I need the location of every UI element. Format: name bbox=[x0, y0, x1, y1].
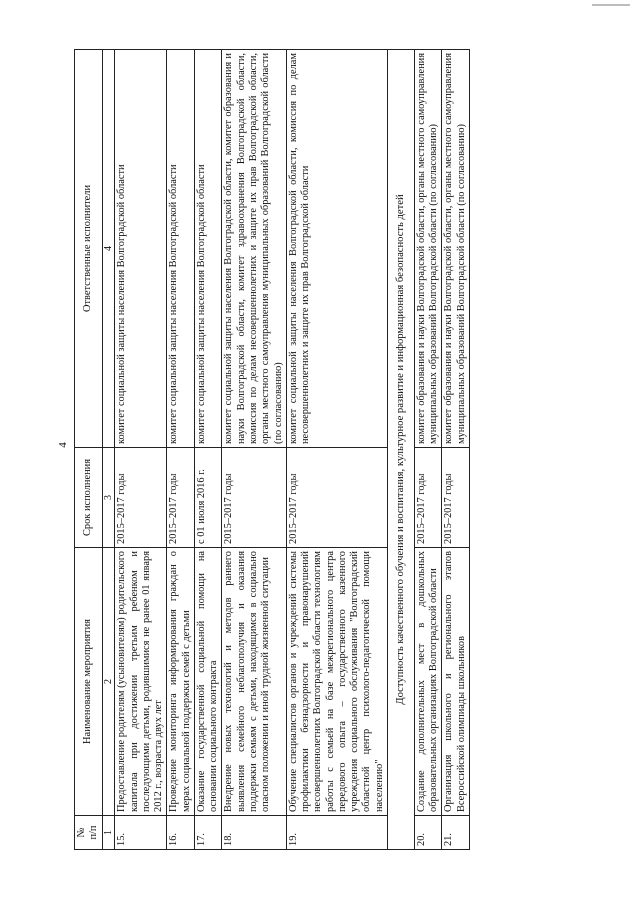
section-title: Доступность качественного обучения и воспитания, культурное развитие и информационная безопасность детей bbox=[387, 50, 414, 850]
column-index-cell: 3 bbox=[102, 448, 115, 548]
row-number: 18. bbox=[222, 816, 286, 850]
row-activity-name: Создание дополнительных мест в дошкольных образовательных организациях Волгоградской области bbox=[414, 548, 442, 816]
column-index-cell: 1 bbox=[102, 816, 115, 850]
header-num: № п/п bbox=[75, 816, 103, 850]
table-row bbox=[286, 50, 387, 850]
table-row bbox=[115, 50, 167, 850]
row-responsible: комитет социальной защиты населения Волгоградской области bbox=[115, 50, 167, 448]
row-term: 2015–2017 годы bbox=[167, 448, 195, 548]
row-term: 2015–2017 годы bbox=[442, 448, 470, 548]
row-responsible: комитет образования и науки Волгоградской области, органы местного самоуправления муниципальных образований Волгоградской области (по согласованию) bbox=[414, 50, 442, 448]
header-name: Наименование мероприятия bbox=[75, 548, 103, 816]
row-activity-name: Обучение специалистов органов и учреждений системы профилактики безнадзорности и правонарушений несовершеннолетних Волгоградской области технологиям работы с семьей на базе межрегионального центра передового опыта – государственного казенного учреждения социального обслуживания "Волгоградский областной центр психолого-педагогической помощи населению" bbox=[286, 548, 387, 816]
row-number: 16. bbox=[167, 816, 195, 850]
action-plan-table bbox=[74, 49, 470, 850]
row-responsible: комитет социальной защиты населения Волгоградской области, комиссия по делам несовершеннолетних и защите их прав Волгоградской области bbox=[286, 50, 387, 448]
row-term: 2015–2017 годы bbox=[222, 448, 286, 548]
row-term: 2015–2017 годы bbox=[286, 448, 387, 548]
row-number: 19. bbox=[286, 816, 387, 850]
row-activity-name: Внедрение новых технологий и методов раннего выявления семейного неблагополучия и оказания поддержки семьям с детьми, находящимся в социально опасном положении и иной трудной жизненной ситуации bbox=[222, 548, 286, 816]
row-activity-name: Проведение мониторинга информирования граждан о мерах социальной поддержки семей с детьми bbox=[167, 548, 195, 816]
page-number: 4 bbox=[57, 442, 69, 448]
row-number: 15. bbox=[115, 816, 167, 850]
row-responsible: комитет социальной защиты населения Волгоградской области bbox=[194, 50, 222, 448]
table-row bbox=[222, 50, 286, 850]
row-responsible: комитет образования и науки Волгоградской области, органы местного самоуправления муниципальных образований Волгоградской области (по согласованию) bbox=[442, 50, 470, 448]
row-number: 17. bbox=[194, 816, 222, 850]
rotated-document-page bbox=[52, 40, 596, 850]
table-header-row bbox=[75, 50, 103, 850]
table-row bbox=[194, 50, 222, 850]
column-index-row bbox=[102, 50, 115, 850]
row-responsible: комитет социальной защиты населения Волгоградской области, комитет образования и науки Волгоградской области, комитет здравоохранения Волгоградской области, комиссия по делам несовершеннолетних и защите их прав Волгоградской области, органы местного самоуправления муниципальных образований Волгоградской области (по согласованию) bbox=[222, 50, 286, 448]
header-term: Срок исполнения bbox=[75, 448, 103, 548]
column-index-cell: 2 bbox=[102, 548, 115, 816]
row-activity-name: Предоставление родителям (усыновителям) родительского капитала при достижении третьим ребенком и последующими детьми, родившимися не ранее 01 января 2012 г., возраста двух лет bbox=[115, 548, 167, 816]
table-row bbox=[414, 50, 442, 850]
row-responsible: комитет социальной защиты населения Волгоградской области bbox=[167, 50, 195, 448]
table-row bbox=[442, 50, 470, 850]
row-activity-name: Оказание государственной социальной помощи на основании социального контракта bbox=[194, 548, 222, 816]
row-term: с 01 июля 2016 г. bbox=[194, 448, 222, 548]
row-term: 2015–2017 годы bbox=[115, 448, 167, 548]
row-number: 20. bbox=[414, 816, 442, 850]
row-activity-name: Организация школьного и регионального этапов Всероссийской олимпиады школьников bbox=[442, 548, 470, 816]
row-term: 2015–2017 годы bbox=[414, 448, 442, 548]
row-number: 21. bbox=[442, 816, 470, 850]
section-row bbox=[387, 50, 414, 850]
header-responsible: Ответственные исполнители bbox=[75, 50, 103, 448]
column-index-cell: 4 bbox=[102, 50, 115, 448]
table-row bbox=[167, 50, 195, 850]
scan-corner-mark bbox=[592, 4, 630, 6]
